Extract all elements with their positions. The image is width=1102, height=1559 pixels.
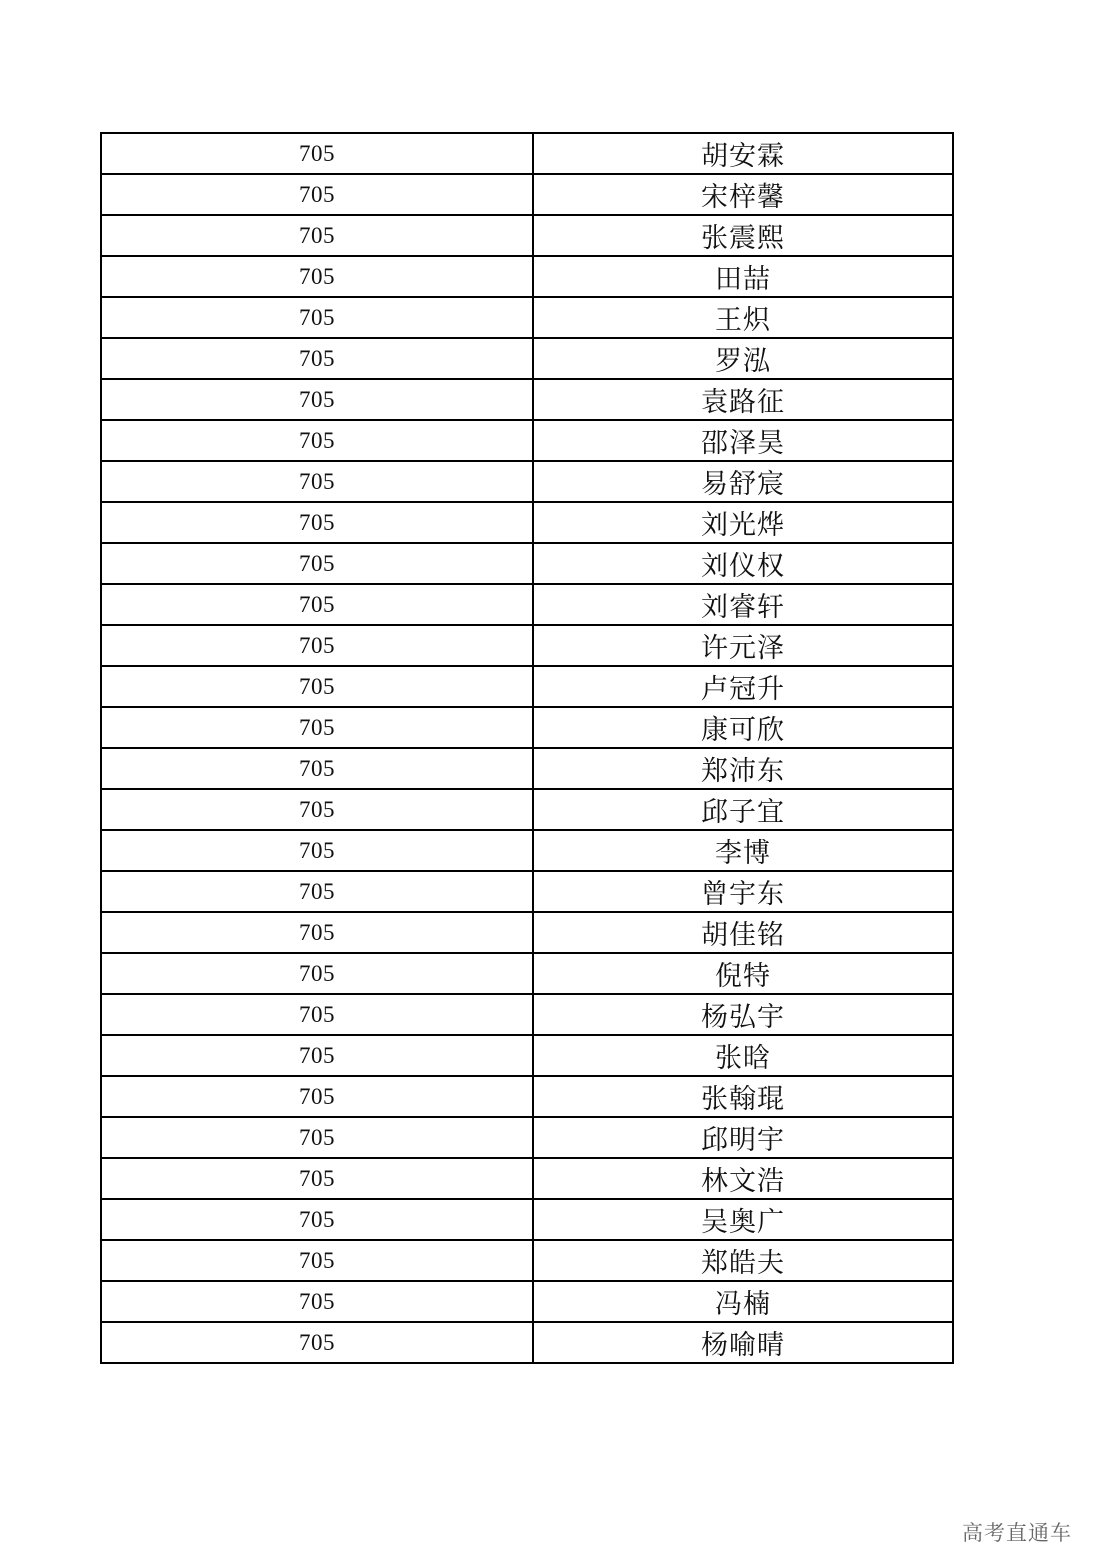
score-cell: 705 (101, 1158, 533, 1199)
name-cell: 倪特 (533, 953, 953, 994)
table-row (101, 338, 953, 379)
name-cell: 张翰琨 (533, 1076, 953, 1117)
score-cell: 705 (101, 1322, 533, 1363)
name-cell: 罗泓 (533, 338, 953, 379)
score-cell: 705 (101, 707, 533, 748)
score-cell: 705 (101, 1076, 533, 1117)
table-row (101, 543, 953, 584)
score-cell: 705 (101, 502, 533, 543)
score-cell: 705 (101, 543, 533, 584)
name-cell: 胡安霖 (533, 133, 953, 174)
score-cell: 705 (101, 338, 533, 379)
table-body (101, 133, 953, 1363)
name-cell: 曾宇东 (533, 871, 953, 912)
score-cell: 705 (101, 1117, 533, 1158)
name-cell: 刘仪权 (533, 543, 953, 584)
name-cell: 杨弘宇 (533, 994, 953, 1035)
name-cell: 郑皓夫 (533, 1240, 953, 1281)
name-cell: 郑沛东 (533, 748, 953, 789)
table-row (101, 625, 953, 666)
table-row (101, 1076, 953, 1117)
table-row (101, 1281, 953, 1322)
table-row (101, 1199, 953, 1240)
name-cell: 易舒宸 (533, 461, 953, 502)
name-cell: 邵泽昊 (533, 420, 953, 461)
table-row (101, 256, 953, 297)
table-row (101, 174, 953, 215)
table-row (101, 748, 953, 789)
table-row (101, 584, 953, 625)
name-cell: 邱明宇 (533, 1117, 953, 1158)
table-row (101, 953, 953, 994)
name-cell: 王炽 (533, 297, 953, 338)
name-cell: 林文浩 (533, 1158, 953, 1199)
score-cell: 705 (101, 133, 533, 174)
table-row (101, 133, 953, 174)
name-cell: 李博 (533, 830, 953, 871)
score-cell: 705 (101, 256, 533, 297)
name-cell: 刘睿轩 (533, 584, 953, 625)
score-cell: 705 (101, 215, 533, 256)
table-row (101, 1117, 953, 1158)
score-cell: 705 (101, 420, 533, 461)
name-cell: 宋梓馨 (533, 174, 953, 215)
score-cell: 705 (101, 174, 533, 215)
table-row (101, 1158, 953, 1199)
table-row (101, 297, 953, 338)
name-cell: 邱子宜 (533, 789, 953, 830)
table-row (101, 666, 953, 707)
table-row (101, 215, 953, 256)
name-cell: 张震熙 (533, 215, 953, 256)
score-cell: 705 (101, 297, 533, 338)
table-row (101, 1035, 953, 1076)
table-row (101, 461, 953, 502)
table-row (101, 789, 953, 830)
score-cell: 705 (101, 871, 533, 912)
table-row (101, 1240, 953, 1281)
score-cell: 705 (101, 953, 533, 994)
table-row (101, 912, 953, 953)
score-cell: 705 (101, 1199, 533, 1240)
score-cell: 705 (101, 461, 533, 502)
score-cell: 705 (101, 379, 533, 420)
name-cell: 卢冠升 (533, 666, 953, 707)
name-cell: 胡佳铭 (533, 912, 953, 953)
name-cell: 冯楠 (533, 1281, 953, 1322)
table-row (101, 502, 953, 543)
table-row (101, 707, 953, 748)
score-cell: 705 (101, 584, 533, 625)
score-cell: 705 (101, 789, 533, 830)
score-name-table (100, 132, 954, 1364)
score-cell: 705 (101, 666, 533, 707)
score-cell: 705 (101, 994, 533, 1035)
score-cell: 705 (101, 912, 533, 953)
table-row (101, 420, 953, 461)
name-cell: 康可欣 (533, 707, 953, 748)
score-cell: 705 (101, 830, 533, 871)
score-cell: 705 (101, 1240, 533, 1281)
table-row (101, 871, 953, 912)
table-row (101, 379, 953, 420)
name-cell: 许元泽 (533, 625, 953, 666)
watermark-text: 高考直通车 (962, 1521, 1072, 1545)
name-cell: 袁路征 (533, 379, 953, 420)
score-cell: 705 (101, 1281, 533, 1322)
score-cell: 705 (101, 1035, 533, 1076)
name-cell: 杨喻晴 (533, 1322, 953, 1363)
name-cell: 刘光烨 (533, 502, 953, 543)
score-cell: 705 (101, 625, 533, 666)
score-cell: 705 (101, 748, 533, 789)
table-row (101, 830, 953, 871)
name-cell: 吴奥广 (533, 1199, 953, 1240)
table-row (101, 1322, 953, 1363)
name-cell: 田喆 (533, 256, 953, 297)
table-row (101, 994, 953, 1035)
name-cell: 张晗 (533, 1035, 953, 1076)
